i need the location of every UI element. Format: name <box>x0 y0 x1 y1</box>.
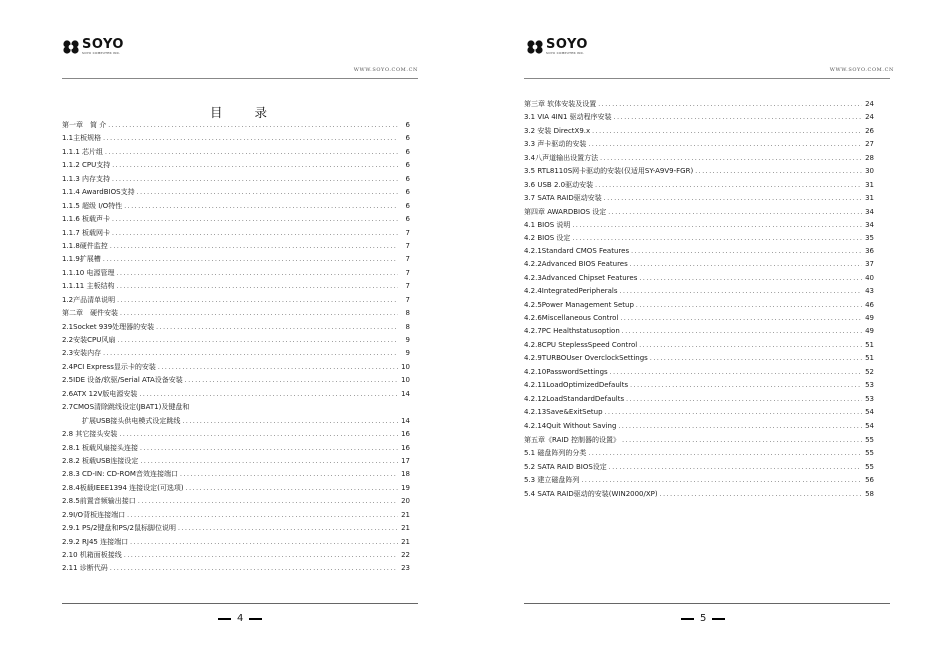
toc-entry-title: 5.1 磁盘阵列的分类 <box>524 449 587 458</box>
toc-leader-dots <box>117 283 399 290</box>
toc-entry-page: 58 <box>865 489 874 498</box>
toc-leader-dots <box>108 122 398 129</box>
toc-entry-title: 3.1 VIA 4IN1 驱动程序安装 <box>524 113 612 122</box>
toc-entry-page: 14 <box>401 389 410 398</box>
toc-entry-title: 4.2.11LoadOptimizedDefaults <box>524 381 629 390</box>
toc-entry[interactable] <box>524 354 874 367</box>
toc-leader-dots <box>695 168 862 175</box>
toc-entry[interactable] <box>524 422 874 435</box>
toc-entry-page: 40 <box>865 273 874 282</box>
soyo-emblem-icon <box>62 40 80 54</box>
toc-entry-page: 56 <box>865 476 874 485</box>
toc-entry-title: 4.2 BIOS 设定 <box>524 234 571 243</box>
toc-entry-title: 第二章 硬件安装 <box>62 309 118 318</box>
toc-entry-page: 49 <box>865 314 874 322</box>
toc-leader-dots <box>103 135 398 142</box>
toc-list <box>62 120 410 577</box>
toc-entry[interactable] <box>524 220 874 233</box>
toc-entry[interactable] <box>524 381 874 394</box>
toc-leader-dots <box>620 315 862 322</box>
toc-entry-title: 4.2.2Advanced BIOS Features <box>524 260 628 269</box>
toc-entry[interactable] <box>524 395 874 408</box>
toc-entry-page: 21 <box>401 524 410 533</box>
toc-entry-page: 35 <box>865 234 874 243</box>
toc-entry-page: 30 <box>865 167 874 176</box>
toc-entry[interactable] <box>62 348 410 361</box>
toc-entry-title: 2.5IDE 设备/软驱/Serial ATA设备安装 <box>62 376 183 385</box>
toc-entry-page: 26 <box>865 126 874 135</box>
toc-entry-page: 6 <box>405 134 410 143</box>
toc-entry-page: 34 <box>865 207 874 216</box>
toc-leader-dots <box>622 328 862 335</box>
toc-entry-title: 5.4 SATA RAID驱动的安装(WIN2000/XP) <box>524 489 658 498</box>
page-number-value: 4 <box>237 613 244 624</box>
toc-leader-dots <box>626 396 862 403</box>
toc-entry-page: 7 <box>405 282 410 291</box>
toc-entry-page: 31 <box>865 180 874 189</box>
toc-leader-dots <box>138 498 398 505</box>
toc-entry-page: 36 <box>865 246 874 255</box>
toc-entry-title: 4.2.6Miscellaneous Control <box>524 314 619 322</box>
toc-entry[interactable] <box>62 402 410 415</box>
toc-entry[interactable] <box>524 448 874 461</box>
toc-leader-dots <box>119 431 398 438</box>
toc-entry-page: 8 <box>405 309 410 318</box>
toc-entry-title: 1.1主板规格 <box>62 134 102 143</box>
toc-leader-dots <box>112 162 398 169</box>
toc-entry-title: 2.11 诊断代码 <box>62 564 108 573</box>
toc-leader-dots <box>639 342 862 349</box>
toc-entry-title: 4.2.10PasswordSettings <box>524 367 608 376</box>
toc-entry-title: 2.7CMOS清除跳线设定(JBAT1)及键盘和 <box>62 403 190 412</box>
toc-entry[interactable] <box>62 416 410 429</box>
toc-entry-title: 2.8.1 板载风扇接头连接 <box>62 443 139 452</box>
toc-entry[interactable] <box>524 408 874 421</box>
brand-name: SOYO <box>82 37 124 52</box>
toc-entry-title: 3.4八声道输出设置方法 <box>524 153 599 162</box>
toc-leader-dots <box>112 176 398 183</box>
toc-entry[interactable] <box>524 327 874 340</box>
toc-entry[interactable] <box>62 550 410 563</box>
toc-entry-title: 1.1.9扩展槽 <box>62 255 101 264</box>
toc-entry[interactable] <box>524 475 874 488</box>
toc-entry[interactable] <box>524 207 874 220</box>
toc-leader-dots <box>182 418 398 425</box>
toc-entry[interactable] <box>524 260 874 273</box>
toc-entry-page: 10 <box>401 362 410 371</box>
toc-leader-dots <box>609 464 862 471</box>
toc-entry-page: 27 <box>865 140 874 149</box>
toc-entry[interactable] <box>62 537 410 550</box>
toc-leader-dots <box>124 552 398 559</box>
toc-entry-title: 4.2.14Quit Without Saving <box>524 421 617 430</box>
toc-entry-page: 51 <box>865 354 874 363</box>
toc-entry-page: 8 <box>405 322 410 331</box>
toc-entry[interactable] <box>524 153 874 166</box>
toc-entry[interactable] <box>62 469 410 482</box>
toc-entry[interactable] <box>524 314 874 327</box>
toc-entry-title: 1.1.6 板载声卡 <box>62 215 111 224</box>
toc-leader-dots <box>650 355 862 362</box>
toc-entry-title: 5.3 建立磁盘阵列 <box>524 476 580 485</box>
toc-entry-page: 6 <box>405 174 410 183</box>
toc-entry-title: 扩展USB接头供电模式设定跳线 <box>82 416 181 425</box>
toc-leader-dots <box>588 141 862 148</box>
toc-entry-title: 2.8.3 CD-IN: CD-ROM音效连接端口 <box>62 470 178 479</box>
toc-entry-title: 2.8.2 板载USB连接设定 <box>62 456 139 465</box>
toc-list <box>524 99 874 502</box>
toc-leader-dots <box>139 391 398 398</box>
footer-divider <box>62 603 418 604</box>
toc-entry-title: 1.1.10 电源管理 <box>62 268 115 277</box>
toc-entry-page: 7 <box>405 268 410 277</box>
toc-entry-title: 1.1.7 板载网卡 <box>62 228 111 237</box>
right-page <box>468 0 936 663</box>
toc-leader-dots <box>592 128 862 135</box>
toc-leader-dots <box>127 512 398 519</box>
site-url: WWW.SOYO.COM.CN <box>829 67 894 73</box>
toc-entry-page: 7 <box>405 295 410 304</box>
toc-entry-page: 21 <box>401 537 410 546</box>
toc-entry[interactable] <box>62 483 410 496</box>
dash-right <box>712 618 725 620</box>
toc-entry[interactable] <box>524 193 874 206</box>
toc-entry-page: 17 <box>401 456 410 465</box>
toc-entry[interactable] <box>62 389 410 402</box>
page-number-value: 5 <box>700 613 707 624</box>
toc-entry[interactable] <box>524 99 874 112</box>
soyo-logo <box>526 38 588 55</box>
toc-leader-dots <box>137 189 398 196</box>
toc-entry-page: 16 <box>401 443 410 452</box>
toc-entry[interactable] <box>524 462 874 475</box>
toc-entry-page: 23 <box>401 564 410 573</box>
toc-entry-title: 1.1.3 内存支持 <box>62 174 111 183</box>
toc-entry-page: 6 <box>405 215 410 224</box>
toc-entry-title: 第一章 简 介 <box>62 121 107 129</box>
toc-entry-page: 7 <box>405 255 410 264</box>
toc-entry[interactable] <box>524 489 874 502</box>
toc-entry[interactable] <box>524 341 874 354</box>
site-url: WWW.SOYO.COM.CN <box>353 67 418 73</box>
toc-entry[interactable] <box>62 214 410 227</box>
toc-entry[interactable] <box>524 139 874 152</box>
toc-entry-title: 1.2产品清单说明 <box>62 295 116 304</box>
toc-entry-title: 1.1.4 AwardBIOS支持 <box>62 188 135 197</box>
toc-entry[interactable] <box>62 268 410 281</box>
toc-leader-dots <box>185 377 398 384</box>
toc-entry-title: 4.2.8CPU SteplessSpeed Control <box>524 340 638 349</box>
toc-leader-dots <box>103 256 398 263</box>
toc-entry-title: 4.2.7PC Healthstatusoption <box>524 327 620 336</box>
toc-entry[interactable] <box>62 510 410 523</box>
toc-leader-dots <box>103 350 398 357</box>
toc-entry[interactable] <box>62 174 410 187</box>
toc-entry-page: 55 <box>865 462 874 471</box>
toc-entry-page: 6 <box>405 147 410 156</box>
toc-entry[interactable] <box>62 147 410 160</box>
toc-entry-title: 2.9.2 RJ45 连接端口 <box>62 537 129 546</box>
toc-leader-dots <box>631 248 862 255</box>
toc-entry[interactable] <box>524 233 874 246</box>
toc-entry[interactable] <box>524 112 874 125</box>
toc-leader-dots <box>588 450 862 457</box>
toc-leader-dots <box>186 485 398 492</box>
toc-leader-dots <box>636 302 862 309</box>
toc-entry[interactable] <box>62 443 410 456</box>
toc-entry[interactable] <box>62 187 410 200</box>
toc-entry-page: 18 <box>401 470 410 479</box>
soyo-emblem-icon <box>526 40 544 54</box>
toc-entry-page: 54 <box>865 408 874 417</box>
toc-entry-page: 46 <box>865 300 874 309</box>
toc-entry[interactable] <box>62 308 410 321</box>
header-divider <box>62 78 418 79</box>
toc-leader-dots <box>140 458 398 465</box>
toc-entry[interactable] <box>62 563 410 576</box>
toc-entry[interactable] <box>524 247 874 260</box>
toc-entry[interactable] <box>62 281 410 294</box>
toc-entry[interactable] <box>62 228 410 241</box>
toc-entry-title: 第四章 AWARDBIOS 设定 <box>524 207 607 216</box>
toc-entry-page: 16 <box>401 430 410 439</box>
toc-entry-title: 1.1.1 芯片组 <box>62 147 104 156</box>
toc-leader-dots <box>608 209 862 216</box>
dash-right <box>249 618 262 620</box>
toc-entry-page: 6 <box>405 121 410 129</box>
toc-entry-title: 5.2 SATA RAID BIOS设定 <box>524 462 607 471</box>
toc-entry[interactable] <box>62 429 410 442</box>
toc-entry[interactable] <box>62 496 410 509</box>
toc-leader-dots <box>112 230 398 237</box>
toc-entry-page: 49 <box>865 327 874 336</box>
toc-leader-dots <box>180 471 398 478</box>
toc-entry[interactable] <box>524 166 874 179</box>
toc-leader-dots <box>158 364 398 371</box>
toc-leader-dots <box>117 270 399 277</box>
toc-entry[interactable] <box>62 160 410 173</box>
toc-entry-title: 2.6ATX 12V版电源安装 <box>62 389 138 398</box>
toc-entry-page: 6 <box>405 201 410 210</box>
toc-entry-page: 52 <box>865 367 874 376</box>
toc-entry-page: 14 <box>401 416 410 425</box>
toc-entry[interactable] <box>62 201 410 214</box>
toc-leader-dots <box>610 369 862 376</box>
toc-leader-dots <box>630 261 862 268</box>
toc-leader-dots <box>110 565 398 572</box>
toc-leader-dots <box>112 216 398 223</box>
toc-entry-title: 1.1.5 超级 I/O特性 <box>62 201 123 210</box>
toc-entry-page: 55 <box>865 435 874 444</box>
toc-entry-title: 3.3 声卡驱动的安装 <box>524 140 587 149</box>
toc-entry-title: 2.3安装内存 <box>62 349 102 358</box>
toc-entry[interactable] <box>62 120 410 133</box>
brand-subtitle: SOYO COMPUTER INC. <box>546 51 585 55</box>
toc-entry-title: 2.2安装CPU风扇 <box>62 336 116 344</box>
toc-entry-page: 43 <box>865 287 874 296</box>
toc-entry[interactable] <box>524 274 874 287</box>
toc-leader-dots <box>614 114 862 121</box>
toc-entry[interactable] <box>62 322 410 335</box>
toc-leader-dots <box>598 101 862 108</box>
toc-leader-dots <box>572 222 862 229</box>
toc-entry-title: 2.8.4板载IEEE1394 连接设定(可选项) <box>62 483 184 492</box>
toc-leader-dots <box>117 297 398 304</box>
toc-title: 目 录 <box>210 105 281 120</box>
toc-entry[interactable] <box>524 435 874 448</box>
toc-entry-page: 24 <box>865 100 874 108</box>
toc-leader-dots <box>110 243 398 250</box>
toc-entry-page: 54 <box>865 421 874 430</box>
toc-entry-page: 10 <box>401 376 410 385</box>
toc-entry[interactable] <box>524 368 874 381</box>
toc-entry-page: 20 <box>401 497 410 506</box>
toc-entry-page: 31 <box>865 194 874 203</box>
toc-entry-title: 2.4PCI Express显示卡的安装 <box>62 362 156 371</box>
toc-entry-title: 4.2.4IntegratedPeripherals <box>524 287 618 296</box>
toc-entry-title: 4.1 BIOS 说明 <box>524 220 571 229</box>
toc-leader-dots <box>178 525 398 532</box>
toc-entry-title: 4.2.13Save&ExitSetup <box>524 408 603 417</box>
toc-entry-title: 3.7 SATA RAID驱动安装 <box>524 194 602 203</box>
toc-leader-dots <box>130 539 398 546</box>
toc-entry-title: 2.9I/O背板连接端口 <box>62 510 126 519</box>
toc-entry[interactable] <box>62 241 410 254</box>
toc-leader-dots <box>600 155 862 162</box>
toc-leader-dots <box>124 203 398 210</box>
toc-entry-title: 2.10 机箱面板接线 <box>62 551 122 559</box>
toc-entry-title: 4.2.12LoadStandardDefaults <box>524 394 625 403</box>
toc-entry[interactable] <box>524 301 874 314</box>
toc-entry-page: 37 <box>865 260 874 269</box>
brand-subtitle: SOYO COMPUTER INC. <box>82 51 121 55</box>
toc-entry-title: 2.1Socket 939处理器的安装 <box>62 322 155 331</box>
toc-entry-page: 7 <box>405 241 410 250</box>
toc-entry-page: 51 <box>865 340 874 349</box>
toc-entry[interactable] <box>62 335 410 348</box>
toc-entry-page: 6 <box>405 161 410 170</box>
toc-leader-dots <box>622 437 862 444</box>
toc-entry-title: 1.1.2 CPU支持 <box>62 161 111 170</box>
toc-entry-title: 4.2.1Standard CMOS Features <box>524 246 630 255</box>
toc-entry-page: 19 <box>401 483 410 492</box>
toc-leader-dots <box>639 275 862 282</box>
toc-leader-dots <box>605 409 862 416</box>
toc-entry-title: 4.2.9TURBOUser OverclockSettings <box>524 354 648 363</box>
toc-entry-title: 3.2 安装 DirectX9.x <box>524 126 591 135</box>
toc-entry-page: 22 <box>401 551 410 559</box>
toc-leader-dots <box>618 423 862 430</box>
toc-leader-dots <box>120 310 398 317</box>
toc-entry-title: 2.8.5前置音频输出接口 <box>62 497 136 506</box>
toc-entry-page: 34 <box>865 220 874 229</box>
page-number <box>218 613 262 624</box>
toc-entry-page: 55 <box>865 449 874 458</box>
toc-leader-dots <box>604 195 862 202</box>
toc-leader-dots <box>572 235 862 242</box>
toc-entry[interactable] <box>524 126 874 139</box>
toc-entry-title: 1.1.11 主板结构 <box>62 282 115 291</box>
toc-entry[interactable] <box>62 133 410 146</box>
toc-entry-page: 24 <box>865 113 874 122</box>
toc-entry-page: 9 <box>405 336 410 344</box>
toc-leader-dots <box>620 288 862 295</box>
toc-entry-title: 1.1.8硬件监控 <box>62 241 108 250</box>
toc-entry-page: 53 <box>865 381 874 390</box>
toc-entry[interactable] <box>524 180 874 193</box>
toc-entry[interactable] <box>62 523 410 536</box>
toc-entry-title: 2.8 其它接头安装 <box>62 430 118 439</box>
soyo-logo <box>62 38 124 55</box>
toc-entry[interactable] <box>524 287 874 300</box>
footer-divider <box>524 603 890 604</box>
dash-left <box>218 618 231 620</box>
toc-entry[interactable] <box>62 375 410 388</box>
toc-entry-title: 2.9.1 PS/2键盘和PS/2鼠标脚位说明 <box>62 524 176 533</box>
toc-entry[interactable] <box>62 254 410 267</box>
toc-entry-title: 3.6 USB 2.0驱动安装 <box>524 180 594 189</box>
toc-entry-page: 53 <box>865 394 874 403</box>
toc-entry-title: 3.5 RTL8110S网卡驱动的安装(仅适用SY-A9V9-FGR) <box>524 167 694 176</box>
toc-entry-page: 7 <box>405 228 410 237</box>
toc-leader-dots <box>595 182 862 189</box>
toc-leader-dots <box>105 149 398 156</box>
toc-entry-title: 第三章 软体安装及设置 <box>524 100 597 108</box>
toc-entry[interactable] <box>62 456 410 469</box>
toc-entry-page: 21 <box>401 510 410 519</box>
page-number <box>681 613 725 624</box>
dash-left <box>681 618 694 620</box>
toc-entry[interactable] <box>62 295 410 308</box>
toc-entry-page: 28 <box>865 153 874 162</box>
toc-entry-title: 第五章《RAID 控制器的设置》 <box>524 435 621 444</box>
toc-leader-dots <box>156 324 398 331</box>
toc-leader-dots <box>140 445 398 452</box>
toc-leader-dots <box>630 382 862 389</box>
toc-entry-title: 4.2.5Power Management Setup <box>524 300 634 309</box>
toc-entry-page: 9 <box>405 349 410 358</box>
toc-entry-page: 6 <box>405 188 410 197</box>
header-divider <box>524 78 890 79</box>
toc-leader-dots <box>117 337 398 344</box>
toc-entry[interactable] <box>62 362 410 375</box>
toc-entry-title: 4.2.3Advanced Chipset Features <box>524 273 638 282</box>
toc-leader-dots <box>581 477 862 484</box>
toc-leader-dots <box>660 491 862 498</box>
brand-name: SOYO <box>546 37 588 52</box>
